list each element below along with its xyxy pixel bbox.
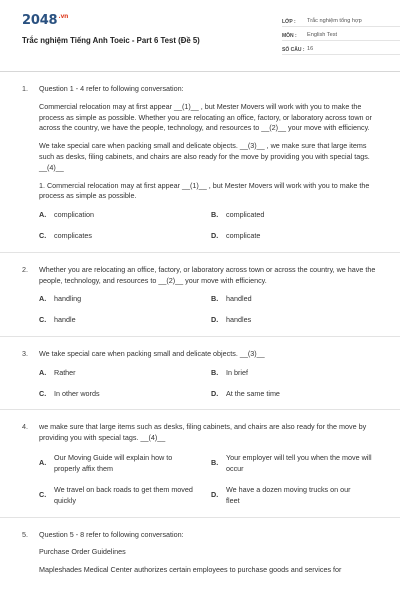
option-text: complicate [226,230,261,240]
option-a[interactable] [39,452,211,474]
question-number: 2. [22,264,28,274]
option-text: In other words [54,388,100,398]
meta-value: 16 [307,45,314,52]
meta-value: English Test [307,31,338,38]
question-stem: 1. Commercial relocation may at first appear __(1)__ , but Mester Movers will work with you to make the process as simple as possible. [39,180,370,201]
question-divider [0,252,400,253]
option-text: Your employer will tell you when the move will occur [226,452,372,474]
option-letter: C. [39,490,47,499]
option-d[interactable] [211,389,383,400]
option-a[interactable] [39,294,211,305]
meta-row-class [282,14,400,27]
option-text: In brief [226,367,248,377]
option-a[interactable] [39,368,211,379]
option-d[interactable] [211,231,383,242]
meta-row-count [282,42,400,55]
option-letter: A. [39,210,47,220]
question-number: 3. [22,348,28,358]
page-header [22,0,378,62]
option-c[interactable] [39,484,211,506]
question-number: 4. [22,422,28,432]
option-c[interactable] [39,231,211,242]
question-number: 1. [22,84,28,93]
question-text: Question 5 - 8 refer to following conversation: [39,529,184,539]
passage-heading: Purchase Order Guidelines [39,547,126,557]
question-4 [22,422,378,506]
meta-row-subject [282,28,400,41]
question-divider [0,336,400,337]
question-text: we make sure that large items such as desks, filing cabinets, and chairs are also ready for the move by providing you with special tags. __(4)__ [39,422,367,443]
meta-label: LỚP : [282,18,296,25]
option-b[interactable] [211,294,383,305]
option-letter: A. [39,294,47,304]
option-text: handled [226,294,252,304]
option-d[interactable] [211,315,383,326]
question-number: 5. [22,529,28,539]
page-title: Trắc nghiệm Tiếng Anh Toeic - Part 6 Test (Đề 5) [22,36,200,45]
option-c[interactable] [39,389,211,400]
option-text: complication [54,210,94,220]
option-b[interactable] [211,452,383,474]
answer-options [39,452,378,507]
question-text: We take special care when packing small and delicate objects. __(3)__ [39,348,265,358]
option-letter: C. [39,388,47,398]
question-2 [22,265,378,326]
passage-text: Commercial relocation may at first appear __(1)__ , but Mester Movers will work with you to make the process as simple as possible. Whether you are relocating an office, factory, or laboratory across town or across the country, we have the people, technology, and resources to __(2)__ your move with efficiency. [39,101,372,133]
question-1 [22,84,378,242]
logo-text: 2048 [22,13,58,28]
option-letter: D. [211,388,219,398]
option-letter: D. [211,315,219,325]
option-c[interactable] [39,315,211,326]
option-text: handle [54,315,76,325]
option-text: At the same time [226,388,280,398]
option-text: Our Moving Guide will explain how to properly affix them [54,452,173,474]
passage-text: We take special care when packing small and delicate objects. __(3)__ , we make sure that large items such as desks, filing cabinets, and chairs are also ready for the move by providing you with special tags. __(4)__ [39,141,370,172]
option-letter: B. [211,210,219,220]
question-divider [0,517,400,518]
option-letter: B. [211,457,219,467]
option-b[interactable] [211,368,383,379]
option-letter: D. [211,230,219,240]
question-5 [22,530,378,576]
option-text: complicates [54,230,92,240]
option-letter: A. [39,367,47,377]
question-text: Question 1 - 4 refer to following conversation: [39,84,184,93]
answer-options [39,294,378,326]
option-text: We travel on back roads to get them moved quickly [54,485,193,506]
answer-options [39,210,378,242]
option-d[interactable] [211,484,383,506]
meta-label: SỐ CÂU : [282,46,305,53]
option-text: handles [226,315,252,325]
option-letter: C. [39,315,47,325]
option-text: We have a dozen moving trucks on our fleet [226,485,351,506]
question-3 [22,349,378,399]
header-divider [0,71,400,72]
option-letter: C. [39,230,47,240]
passage-text: Mapleshades Medical Center authorizes certain employees to purchase goods and services for [39,565,342,575]
option-a[interactable] [39,210,211,221]
option-letter: A. [39,457,47,467]
option-text: complicated [226,210,265,220]
option-text: handling [54,294,82,304]
logo-suffix: .vn [58,13,69,20]
question-text: Whether you are relocating an office, factory, or laboratory across town or across the country, we have the people, technology, and resources to __(2)__ your move with efficiency. [39,264,376,285]
meta-value: Trắc nghiệm tổng hợp [307,17,362,24]
option-b[interactable] [211,210,383,221]
answer-options [39,368,378,400]
option-letter: B. [211,367,219,377]
option-letter: D. [211,490,219,499]
test-meta [282,14,400,56]
option-letter: B. [211,294,219,304]
option-text: Rather [54,367,76,377]
question-divider [0,409,400,410]
meta-label: MÔN : [282,32,297,39]
